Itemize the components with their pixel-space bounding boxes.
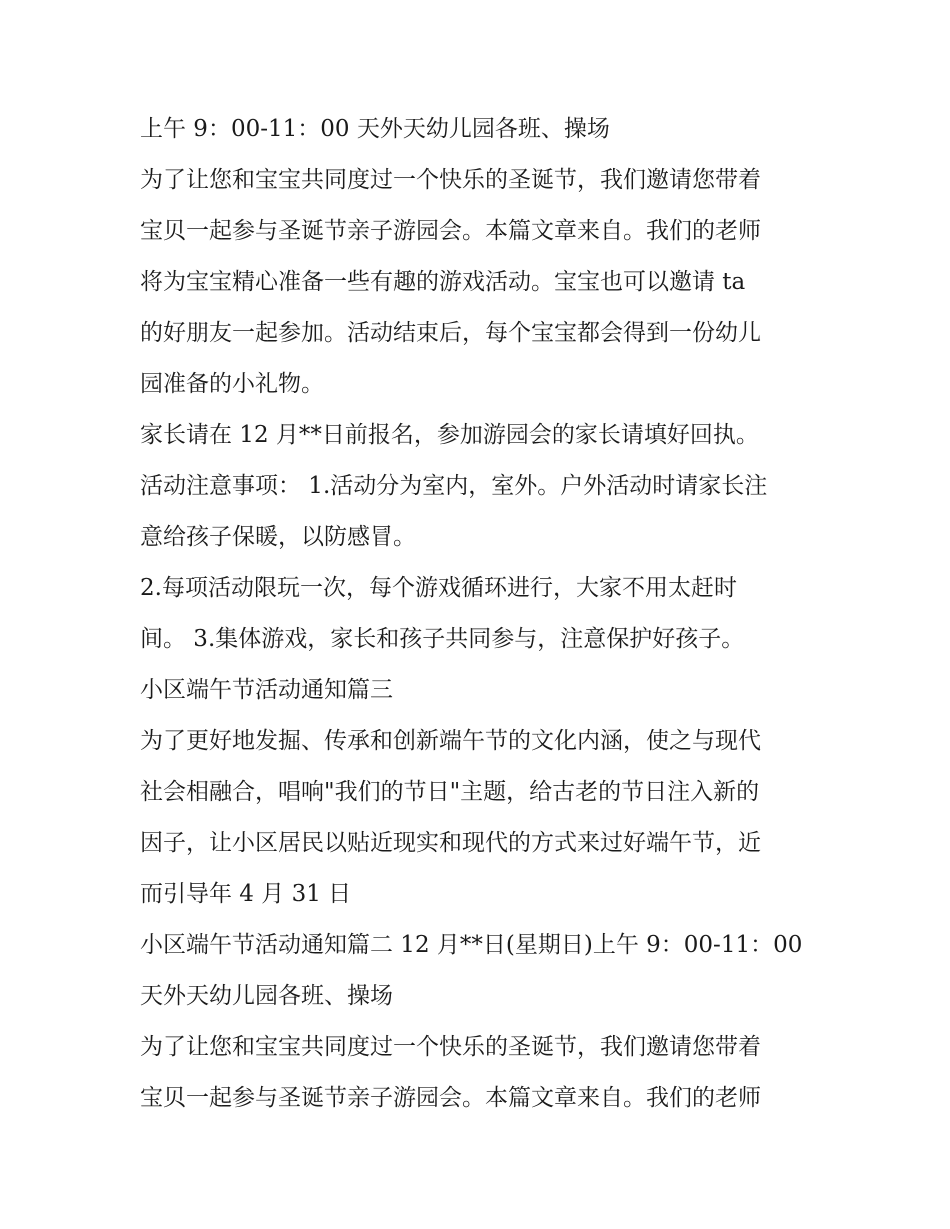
text-line-18: 天外天幼儿园各班、操场 <box>140 983 393 1009</box>
text-line-3: 宝贝一起参与圣诞节亲子游园会。本篇文章来自。我们的老师 <box>140 218 761 244</box>
document-body <box>140 104 820 1124</box>
text-line-6: 园准备的小礼物。 <box>140 371 324 397</box>
text-line-8: 活动注意事项： 1.活动分为室内，室外。户外活动时请家长注 <box>140 473 768 499</box>
text-line-17: 小区端午节活动通知篇二 12 月**日(星期日)上午 9：00-11：00 <box>140 932 803 958</box>
text-line-11: 间。 3.集体游戏，家长和孩子共同参与，注意保护好孩子。 <box>140 626 745 652</box>
text-line-9: 意给孩子保暖，以防感冒。 <box>140 524 416 550</box>
text-line-5: 的好朋友一起参加。活动结束后，每个宝宝都会得到一份幼儿 <box>140 320 761 346</box>
section-heading: 小区端午节活动通知篇三 <box>140 677 393 703</box>
text-line-16: 而引导年 4 月 31 日 <box>140 881 352 907</box>
text-line-20: 宝贝一起参与圣诞节亲子游园会。本篇文章来自。我们的老师 <box>140 1085 761 1111</box>
text-line-13: 为了更好地发掘、传承和创新端午节的文化内涵，使之与现代 <box>140 728 761 754</box>
text-line-19: 为了让您和宝宝共同度过一个快乐的圣诞节，我们邀请您带着 <box>140 1034 761 1060</box>
text-line-10: 2.每项活动限玩一次，每个游戏循环进行，大家不用太赶时 <box>140 575 737 601</box>
text-line-15: 因子，让小区居民以贴近现实和现代的方式来过好端午节，近 <box>140 830 761 856</box>
text-line-14: 社会相融合，唱响"我们的节日"主题，给古老的节日注入新的 <box>140 779 760 805</box>
text-line-1: 上午 9：00-11：00 天外天幼儿园各班、操场 <box>140 116 610 142</box>
text-line-4: 将为宝宝精心准备一些有趣的游戏活动。宝宝也可以邀请 ta <box>140 269 746 295</box>
text-line-7: 家长请在 12 月**日前报名，参加游园会的家长请填好回执。 <box>140 422 759 448</box>
text-line-2: 为了让您和宝宝共同度过一个快乐的圣诞节，我们邀请您带着 <box>140 167 761 193</box>
